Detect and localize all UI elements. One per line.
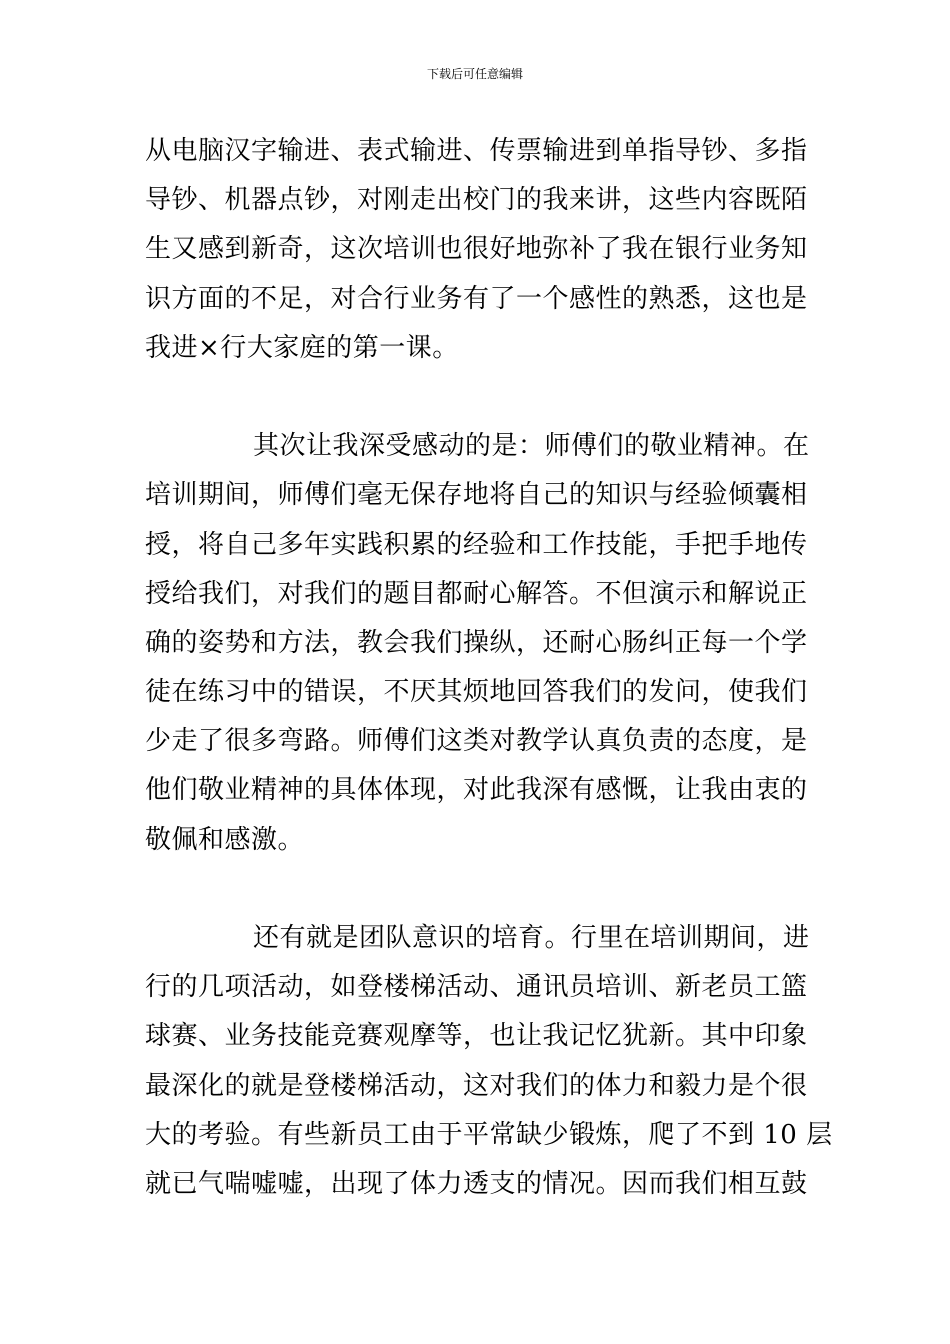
paragraph-2 — [145, 422, 815, 865]
text-line: 从电脑汉字输进、表式输进、传票输进到单指导钞、多指 — [145, 136, 808, 166]
paragraph-1 — [145, 127, 815, 373]
paragraph-3 — [145, 914, 833, 1209]
text-line: 他们敬业精神的具体体现，对此我深有感慨，让我由衷的 — [145, 775, 808, 806]
text-line: 授，将自己多年实践积累的经验和工作技能，手把手地传 — [145, 529, 808, 560]
text-line: 导钞、机器点钞，对刚走出校门的我来讲，这些内容既陌 — [145, 185, 808, 216]
text-line: 敬佩和感激。 — [145, 824, 305, 855]
text-line: 还有就是团队意识的培育。行里在培训期间，进 — [253, 923, 810, 953]
document-body — [145, 127, 833, 1209]
paragraph-spacer — [145, 865, 815, 914]
text-line: 我进×行大家庭的第一课。 — [145, 332, 459, 363]
text-line: 球赛、业务技能竞赛观摩等，也让我记忆犹新。其中印象 — [145, 1021, 808, 1052]
text-line: 大的考验。有些新员工由于平常缺少锻炼，爬了不到 10 层 — [145, 1119, 833, 1150]
text-line: 少走了很多弯路。师傅们这类对教学认真负责的态度，是 — [145, 726, 808, 757]
text-line: 徒在练习中的错误，不厌其烦地回答我们的发问，使我们 — [145, 677, 808, 708]
text-line: 就已气喘嘘嘘，出现了体力透支的情况。因而我们相互鼓 — [145, 1168, 808, 1199]
text-line: 生又感到新奇，这次培训也很好地弥补了我在银行业务知 — [145, 234, 808, 265]
text-line: 授给我们，对我们的题目都耐心解答。不但演示和解说正 — [145, 578, 808, 609]
text-line: 培训期间，师傅们毫无保存地将自己的知识与经验倾囊相 — [145, 480, 808, 511]
text-line: 其次让我深受感动的是：师傅们的敬业精神。在 — [253, 431, 810, 462]
page-header: 下载后可任意编辑 — [426, 67, 523, 81]
paragraph-spacer — [145, 373, 815, 422]
text-line: 识方面的不足，对合行业务有了一个感性的熟悉，这也是 — [145, 283, 808, 314]
text-line: 确的姿势和方法，教会我们操纵，还耐心肠纠正每一个学 — [145, 627, 808, 658]
text-line: 最深化的就是登楼梯活动，这对我们的体力和毅力是个很 — [145, 1070, 808, 1101]
text-line: 行的几项活动，如登楼梯活动、通讯员培训、新老员工篮 — [145, 972, 808, 1003]
